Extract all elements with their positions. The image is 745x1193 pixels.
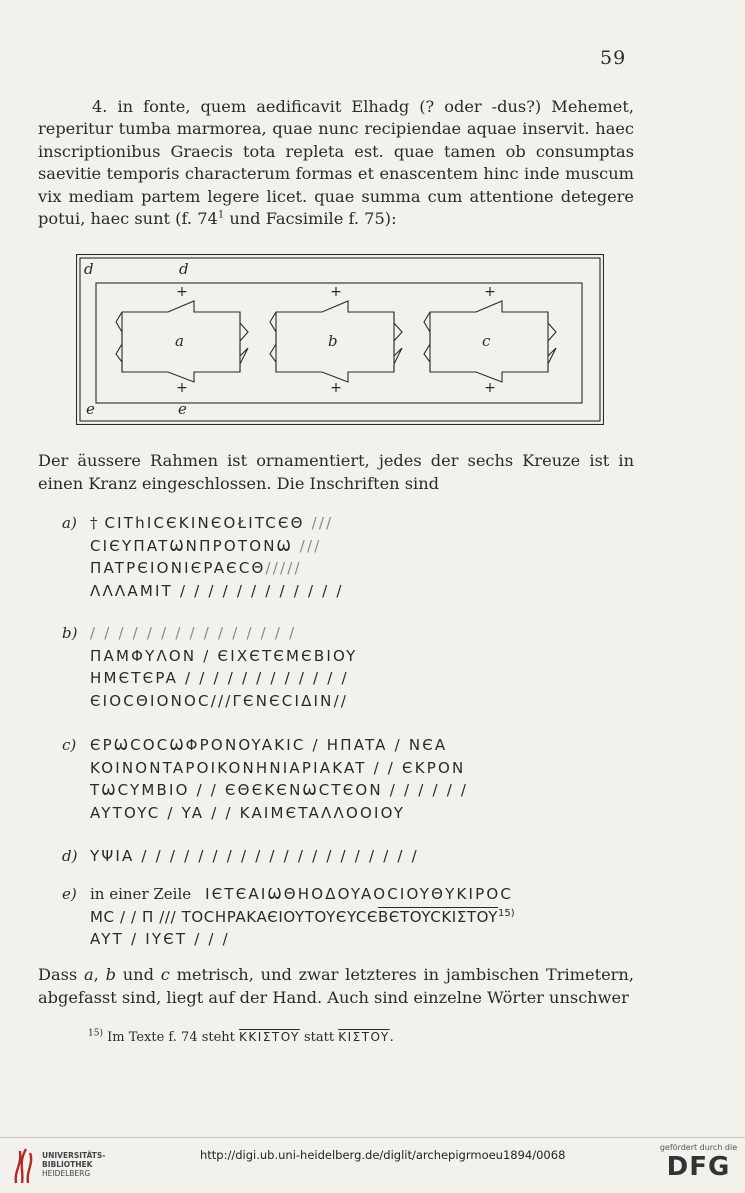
intro-superscript: 1: [217, 209, 225, 221]
page-number: 59: [600, 47, 627, 69]
inscription-e-line-1: [90, 883, 662, 906]
sarcophagus-diagram: [76, 254, 604, 425]
inscription-d-label: d): [62, 847, 78, 865]
inscription-b-line-3: [90, 667, 662, 690]
cross-a-bottom: +: [176, 380, 188, 396]
inscription-b-line-4: [90, 690, 662, 713]
closing-paragraph: [38, 963, 634, 1009]
inscription-a-line-3: [90, 557, 662, 580]
inscription-c-line-3: [90, 779, 662, 802]
inscription-a-line-4: [90, 580, 662, 603]
description-paragraph: Der äussere Rahmen ist ornamentiert, jedes der sechs Kreuze ist in einen Kranz eingeschlossen. Die Inschriften sind: [38, 451, 634, 493]
footnote-ref-15[interactable]: 15): [498, 907, 515, 919]
footer-divider: [0, 1137, 745, 1138]
inscription-text: YΨIA: [90, 847, 135, 865]
erased-marks: / / / / / / / / / / / / / / /: [90, 624, 297, 642]
dfg-wordmark: DFG: [666, 1152, 731, 1182]
digital-library-url[interactable]: http://digi.ub.uni-heidelberg.de/diglit/archepigrmoeu1894/0068: [200, 1148, 566, 1162]
dfg-logo[interactable]: [656, 1143, 741, 1188]
footnote-text: statt: [299, 1030, 339, 1045]
cross-c-top: +: [484, 284, 496, 300]
footnote-15: [88, 1028, 394, 1047]
label-e-left: e: [86, 400, 95, 418]
intro-text: 4. in fonte, quem aedificavit Elhadg (? oder -dus?) Mehemet, reperitur tumba marmorea, quae nunc recipiendae aquae inservit. haec inscriptionibus Graecis tota repleta est. quae tamen ob consumptas saevitie temporis characterum formas et enascentem hinc inde muscum vix mediam partem legere licet. quae summa cum attentione detegere potui, haec sunt (f. 74: [38, 97, 634, 229]
label-b: b: [328, 332, 338, 350]
inscription-text: CIЄYΠATѠNΠPOTONѠ: [90, 536, 293, 555]
erased-marks: / / / / / /: [382, 781, 469, 800]
inscription-e-line-2: [90, 906, 662, 929]
cross-prefix: †: [90, 514, 98, 532]
inscription-text: ЄIOCΘIONOC///ΓЄNЄCIΔIN//: [90, 691, 349, 710]
closing-ref-c: c: [160, 965, 170, 984]
label-e-center: e: [178, 400, 187, 418]
erased-marks: ///: [304, 514, 334, 532]
footnote-greek: KIΣTOY: [338, 1030, 390, 1044]
inscription-b-label: b): [62, 624, 78, 642]
overlined-text: BЄTOYC: [378, 907, 442, 926]
inscription-b-line-1: [90, 622, 662, 645]
inscription-e-label: e): [62, 885, 77, 903]
footnote-text: Im Texte f. 74 steht: [102, 1030, 240, 1045]
inscription-d-line-1: [90, 845, 662, 868]
erased-marks: / / /: [187, 930, 230, 949]
inscription-c-label: c): [62, 736, 77, 754]
closing-text: Dass: [38, 965, 85, 984]
inscription-c-line-1: ЄPѠCOCѠΦPONOYAKIC / HΠATA / NЄA: [90, 736, 448, 754]
inscription-c: [62, 734, 662, 824]
inscription-text: ΠATPЄIONIЄPAЄCΘ: [90, 559, 266, 578]
inscription-c-line-2: KOINONTAPOIKONHNIAPIAKAT / / ЄKPON: [90, 758, 466, 777]
footnote-greek: KKIΣTOY: [239, 1030, 300, 1044]
inscription-e: [62, 883, 662, 951]
overlined-text: KIΣTOY: [441, 907, 499, 926]
ub-logo-icon: [12, 1145, 38, 1185]
closing-text: metrisch, und zwar letzteres in jambischen Trimetern, abgefasst sind, liegt auf der Hand. Auch sind einzelne Wörter unschwer: [38, 965, 634, 1007]
logo-line-1: UNIVERSITÄTS-: [42, 1151, 106, 1160]
inscription-text: CIThICЄKINЄOŁITCЄΘ: [104, 514, 305, 532]
inscription-text: MC / / Π /// TOCHPAKAЄIOYTOYЄYCЄ: [90, 907, 379, 926]
cross-c-bottom: +: [484, 380, 496, 396]
erased-marks: / / / / / / / / / / / /: [172, 581, 344, 600]
label-d-left: d: [84, 260, 94, 278]
erased-marks: / / / / / / / / / / / /: [178, 669, 349, 688]
label-a: a: [175, 332, 184, 350]
closing-ref-a: a: [84, 965, 94, 984]
erased-marks: / / / / / / / / / / / / / / / / / / / /: [134, 847, 419, 865]
intro-text-end: und Facsimile f. 75):: [224, 209, 397, 229]
erased-marks: /////: [265, 559, 302, 578]
inscription-text: IЄTЄAIѠΘHOΔOYAOCIOYΘYKIPOC: [205, 885, 514, 903]
cross-b-bottom: +: [330, 380, 342, 396]
inscription-a-line-2: [90, 535, 662, 558]
dfg-caption: gefördert durch die: [659, 1143, 738, 1152]
inscription-a-label: a): [62, 514, 77, 532]
inscription-text: AYT / IYЄT: [90, 930, 188, 949]
cross-b-top: +: [330, 284, 342, 300]
inscription-e-line-3: [90, 928, 662, 951]
inscription-text: TѠCYMBIO / / ЄΘЄKЄNѠCTЄON: [90, 781, 383, 800]
label-d-center: d: [179, 260, 189, 278]
inscription-a-line-1: [90, 512, 662, 535]
footnote-mark: 15): [88, 1028, 103, 1039]
logo-line-3: HEIDELBERG: [42, 1169, 91, 1178]
inscription-text: ΠAMΦYΛON / ЄIXЄTЄMЄBIOY: [90, 646, 358, 665]
inscription-b: [62, 622, 662, 712]
ub-heidelberg-logo[interactable]: [12, 1143, 142, 1188]
inscription-d: [62, 845, 662, 868]
closing-text: ,: [93, 965, 106, 984]
ub-logo-text: [42, 1151, 105, 1178]
closing-ref-b: b: [105, 965, 116, 984]
inscription-b-line-2: [90, 645, 662, 668]
outer-frame: [77, 255, 604, 425]
erased-marks: ///: [292, 536, 322, 555]
cross-a-top: +: [176, 284, 188, 300]
inscription-a: [62, 512, 662, 602]
label-c: c: [482, 332, 491, 350]
closing-text: und: [115, 965, 161, 984]
inscription-e-prefix: in einer Zeile: [90, 885, 192, 903]
logo-line-2: BIBLIOTHEK: [42, 1160, 93, 1169]
inscription-c-line-4: AYTOYC / YA / / KAIMЄTAΛΛOOIOY: [90, 803, 406, 822]
intro-paragraph: [38, 96, 634, 230]
footnote-text: .: [389, 1030, 394, 1045]
inscription-text: HMЄTЄPA: [90, 669, 179, 688]
inscription-text: ΛΛΛAMIT: [90, 581, 173, 600]
